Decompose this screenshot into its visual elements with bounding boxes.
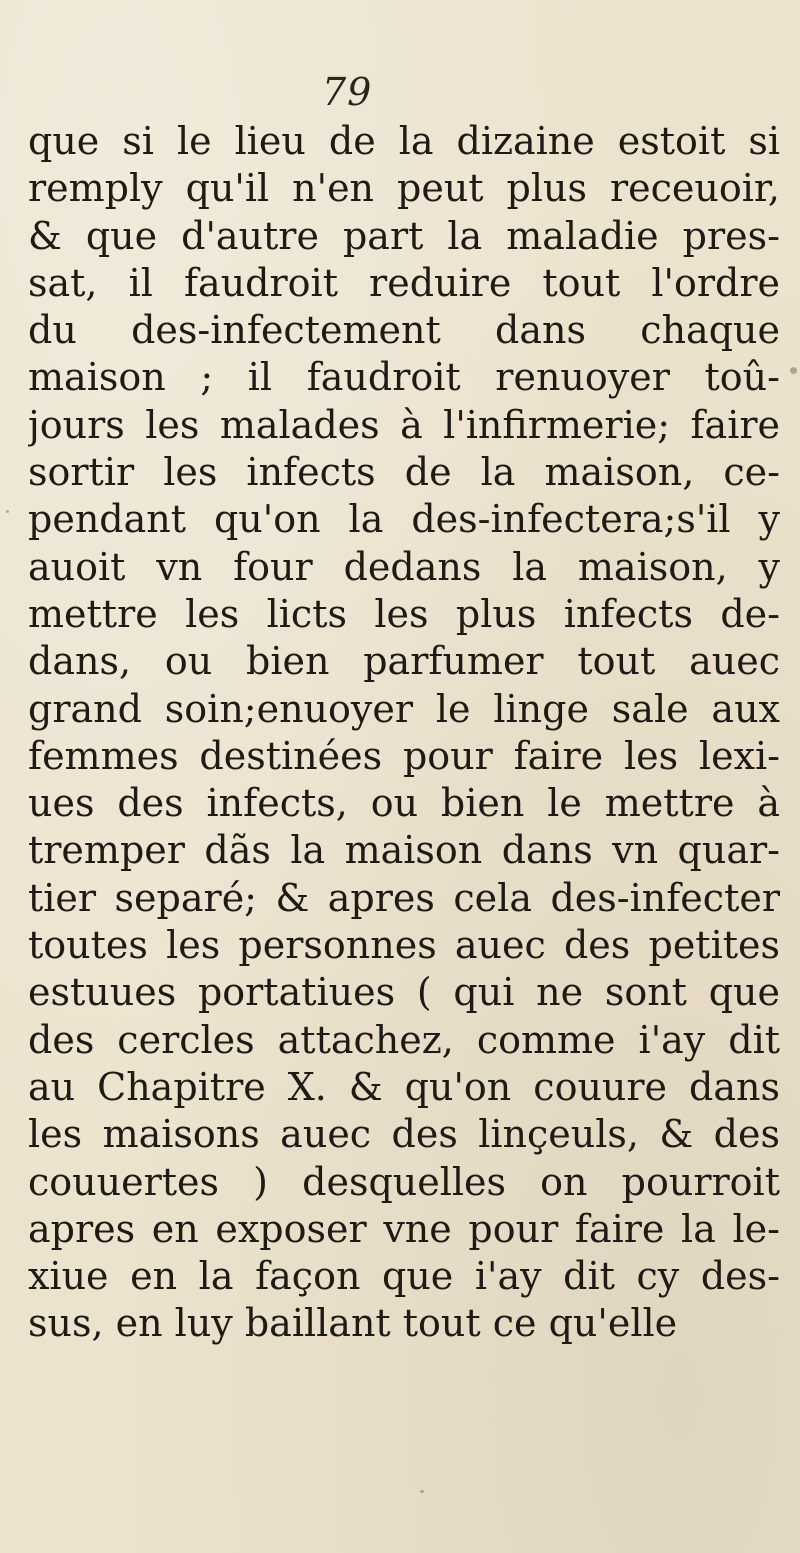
text-line: mettre les licts les plus infects de- [28,591,780,636]
text-line: estuues portatiues ( qui ne sont que [28,970,780,1015]
text-line: du des-infectement dans chaque [28,308,780,353]
paper-speck [6,510,9,513]
text-line: apres en exposer vne pour faire la le- [28,1206,780,1251]
text-line: que si le lieu de la dizaine estoit si [28,119,780,163]
text-line: couuertes ) desquelles on pourroit [28,1159,780,1204]
text-line: maison ; il faudroit renuoyer toû- [28,355,780,400]
text-line: femmes destinées pour faire les lexi- [28,733,780,778]
text-line: remply qu'il n'en peut plus receuoir, [28,166,780,211]
text-line: sus, en luy baillant tout ce qu'elle [28,1301,678,1346]
text-line: dans, ou bien parfumer tout auec [28,639,780,684]
text-line: au Chapitre X. & qu'on couure dans [28,1064,780,1109]
text-line: sortir les infects de la maison, ce- [28,450,780,495]
text-line: pendant qu'on la des-infectera;s'il y [28,497,780,542]
text-line: xiue en la façon que i'ay dit cy des- [28,1254,780,1299]
text-line: & que d'autre part la maladie pres- [28,213,780,258]
text-line: auoit vn four dedans la maison, y [28,544,780,589]
text-line: toutes les personnes auec des petites [28,923,780,968]
text-line: les maisons auec des linçeuls, & des [28,1112,780,1157]
body-text [28,118,780,1348]
text-line: sat, il faudroit reduire tout l'ordre [28,260,780,305]
text-line: jours les malades à l'infirmerie; faire [28,402,780,447]
text-line: ues des infects, ou bien le mettre à [28,781,780,826]
text-line: tier separé; & apres cela des-infecter [28,875,780,920]
text-line: tremper dãs la maison dans vn quar- [28,828,780,873]
text-line: des cercles attachez, comme i'ay dit [28,1017,780,1062]
paper-speck [420,1490,424,1493]
page-number: 79 [322,70,373,114]
text-line: grand soin;enuoyer le linge sale aux [28,686,780,731]
paper-speck [790,367,797,374]
